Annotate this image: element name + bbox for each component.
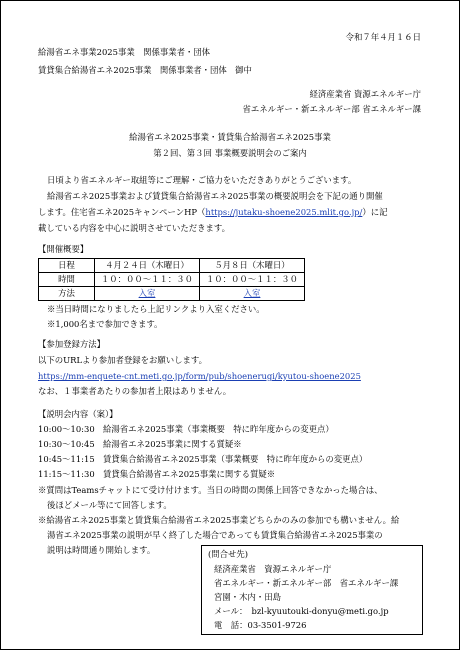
schedule-row-method bbox=[39, 287, 305, 301]
intro-line-3a: します。住宅省エネ2025キャンペーンHP（ bbox=[38, 207, 206, 217]
schedule-note-1: ※当日時間になりましたら上記リンクより入室ください。 bbox=[47, 304, 265, 314]
addressee-line-2: 賃貸集合給湯省エネ2025事業 関係事業者・団体 御中 bbox=[38, 65, 252, 75]
doc-title-line-2: 第２回、第３回 事業概要説明会のご案内 bbox=[153, 148, 307, 158]
agenda-item-2-time: 10:30～10:45 bbox=[38, 439, 95, 449]
schedule-row-time bbox=[39, 273, 305, 287]
registration-heading: 【参加登録方法】 bbox=[38, 339, 105, 349]
session-1-join-link[interactable]: 入室 bbox=[138, 288, 156, 298]
agenda-note-3: ※給湯省エネ2025事業と賃貸集合給湯省エネ2025事業どちらかのみの参加でも構いません。給 bbox=[38, 515, 400, 525]
row-label-method: 方法 bbox=[39, 287, 95, 301]
row-label-date: 日程 bbox=[39, 259, 95, 273]
sender-line-2: 省エネルギー・新エネルギー部 省エネルギー課 bbox=[242, 104, 421, 114]
intro-line-3b: ）に記 bbox=[362, 207, 388, 217]
contact-box bbox=[201, 545, 423, 635]
session-2-join-link[interactable]: 入室 bbox=[243, 288, 261, 298]
contact-division: 省エネルギー・新エネルギー部 省エネルギー課 bbox=[214, 578, 399, 588]
agenda-item-1 bbox=[38, 424, 334, 436]
agenda-item-2-text: 給湯省エネ2025事業に関する質疑※ bbox=[103, 439, 242, 449]
registration-url-line bbox=[38, 371, 361, 383]
sender-line-1: 経済産業省 資源エネルギー庁 bbox=[309, 89, 421, 99]
agenda-item-4 bbox=[38, 469, 275, 481]
issue-date: 令和７年４月１６日 bbox=[345, 32, 421, 42]
schedule-heading: 【開催概要】 bbox=[38, 244, 89, 254]
agenda-item-2 bbox=[38, 439, 242, 451]
agenda-item-4-text: 賃貸集合給湯省エネ2025事業に関する質疑※ bbox=[103, 469, 276, 479]
session-2-date: ５月８日（木曜日） bbox=[200, 259, 305, 273]
row-label-time: 時間 bbox=[39, 273, 95, 287]
agenda-item-4-time: 11:15～11:30 bbox=[38, 469, 95, 479]
agenda-item-3 bbox=[38, 454, 367, 466]
schedule-note-2: ※1,000名まで参加できます。 bbox=[47, 319, 163, 329]
registration-line-2: なお、１事業者あたりの参加者上限はありません。 bbox=[38, 386, 232, 396]
schedule-table bbox=[38, 258, 305, 301]
addressee-line-1: 給湯省エネ事業2025事業 関係事業者・団体 bbox=[38, 47, 211, 57]
contact-persons: 宮園・木内・田島 bbox=[214, 592, 281, 602]
agenda-item-3-time: 10:45～11:15 bbox=[38, 454, 95, 464]
agenda-note-2: 後ほどメール等にて回答します。 bbox=[47, 500, 172, 510]
session-2-time: １０：００～１１：３０ bbox=[200, 273, 305, 287]
agenda-item-1-time: 10:00～10:30 bbox=[38, 424, 95, 434]
agenda-item-3-text: 賃貸集合給湯省エネ2025事業（事業概要 特に昨年度からの変更点） bbox=[103, 454, 368, 464]
session-1-date: ４月２４日（木曜日） bbox=[95, 259, 200, 273]
agenda-note-5: 説明は時間通り開始します。 bbox=[47, 545, 156, 555]
session-1-time: １０：００～１１：３０ bbox=[95, 273, 200, 287]
contact-email[interactable]: メール： bzl-kyuutouki-donyu@meti.go.jp bbox=[214, 606, 389, 616]
intro-line-3 bbox=[38, 207, 387, 219]
intro-line-2: 給湯省エネ2025事業および賃貸集合給湯省エネ2025事業の概要説明会を下記の通り開催 bbox=[47, 191, 383, 201]
intro-line-1: 日頃より省エネルギー取組等にご理解・ご協力をいただきありがとうございます。 bbox=[47, 175, 357, 185]
agenda-note-1: ※質問はTeamsチャットにて受け付けます。当日の時間の関係上回答できなかった場合は、 bbox=[38, 485, 383, 495]
campaign-hp-link[interactable]: https://jutaku-shoene2025.mlit.go.jp/ bbox=[205, 207, 363, 217]
contact-phone: 電 話：03-3501-9726 bbox=[214, 620, 307, 630]
session-2-join-cell bbox=[200, 287, 305, 301]
registration-line-1: 以下のURLより参加者登録をお願いします。 bbox=[38, 355, 208, 365]
contact-heading: (問合せ先) bbox=[208, 549, 249, 559]
agenda-note-4: 湯省エネ2025事業の説明が早く終了した場合であっても賃貸集合給湯省エネ2025事業の bbox=[47, 530, 383, 540]
contact-org: 経済産業省 資源エネルギー庁 bbox=[214, 564, 332, 574]
schedule-row-date bbox=[39, 259, 305, 273]
agenda-heading: 【説明会内容（案）】 bbox=[38, 409, 118, 419]
registration-url-link[interactable]: https://mm-enquete-cnt.meti.go.jp/form/pub/shoenerugi/kyutou-shoene2025 bbox=[38, 371, 361, 381]
intro-line-4: 載している内容を中心に説明させていただきます。 bbox=[38, 223, 230, 233]
agenda-item-1-text: 給湯省エネ2025事業（事業概要 特に昨年度からの変更点） bbox=[103, 424, 334, 434]
session-1-join-cell bbox=[95, 287, 200, 301]
doc-title-line-1: 給湯省エネ2025事業・賃貸集合給湯省エネ2025事業 bbox=[129, 132, 331, 142]
